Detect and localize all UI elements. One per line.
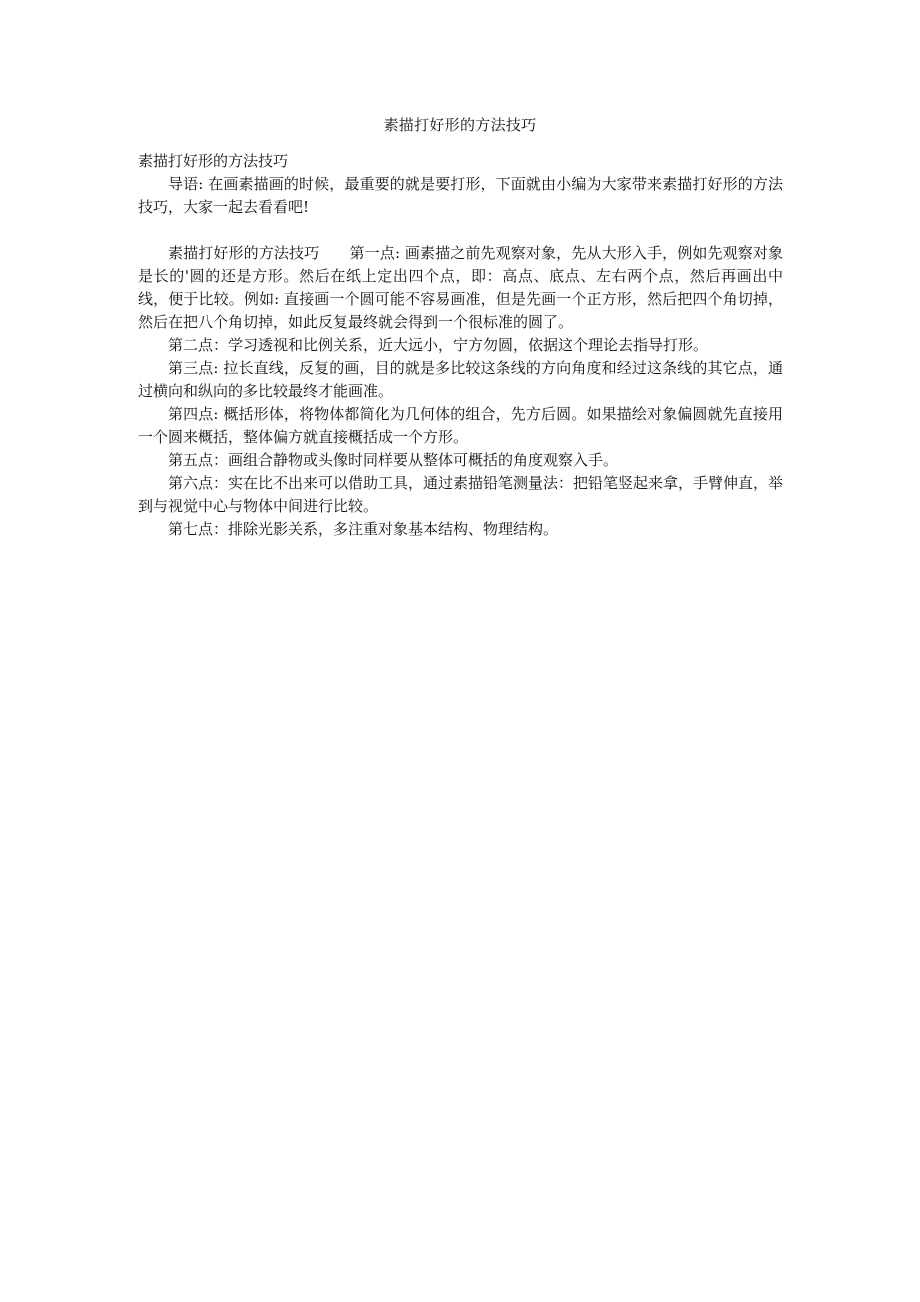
document-body <box>138 150 783 541</box>
body-paragraph-6: 第六点：实在比不出来可以借助工具，通过素描铅笔测量法：把铅笔竖起来拿，手臂伸直，举到与视觉中心与物体中间进行比较。 <box>138 474 784 515</box>
body-paragraph-7: 第七点：排除光影关系，多注重对象基本结构、物理结构。 <box>168 520 559 538</box>
body-paragraph-4: 第四点: 概括形体，将物体都简化为几何体的组合，先方后圆。如果描绘对象偏圆就先直接用一个圆来概括，整体偏方就直接概括成一个方形。 <box>138 405 783 446</box>
document-title: 素描打好形的方法技巧 <box>383 116 537 134</box>
paragraph-spacer <box>138 219 783 242</box>
document-subtitle: 素描打好形的方法技巧 <box>138 152 289 170</box>
body-paragraph-5: 第五点：画组合静物或头像时同样要从整体可概括的角度观察入手。 <box>168 451 619 469</box>
intro-paragraph: 导语: 在画素描画的时候，最重要的就是要打形，下面就由小编为大家带来素描打好形的方法技巧，大家一起去看看吧! <box>138 175 783 216</box>
body-paragraph-3: 第三点: 拉长直线，反复的画，目的就是多比较这条线的方向角度和经过这条线的其它点，通过横向和纵向的多比较最终才能画准。 <box>138 359 783 400</box>
body-paragraph-2: 第二点：学习透视和比例关系，近大远小，宁方勿圆，依据这个理论去指导打形。 <box>168 336 709 354</box>
body-paragraph-1: 素描打好形的方法技巧 第一点: 画素描之前先观察对象，先从大形入手，例如先观察对象是长的'圆的还是方形。然后在纸上定出四个点，即：高点、底点、左右两个点，然后再画出中线，便于比较。例如: 直接画一个圆可能不容易画准，但是先画一个正方形，然后把四个角切掉，然后在把八个角切掉，如此反复最终就会得到一个很标准的圆了。 <box>138 244 783 331</box>
